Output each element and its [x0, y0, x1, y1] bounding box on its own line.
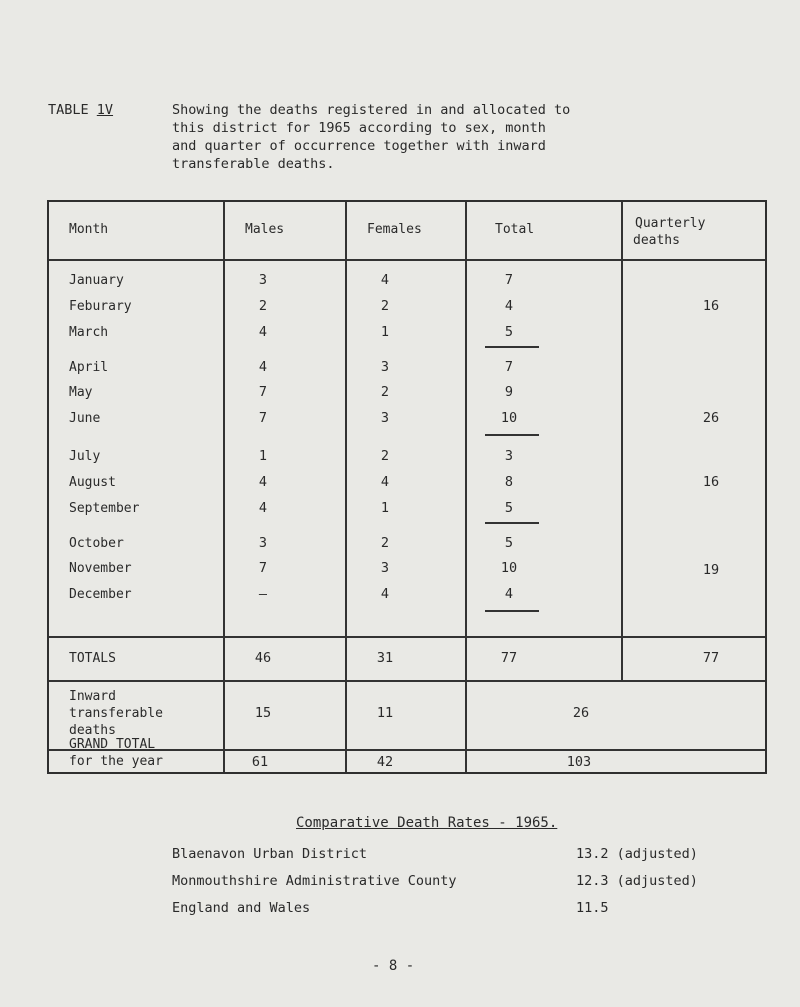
- males-value: 7: [258, 410, 268, 426]
- total-value: 4: [504, 298, 514, 314]
- description-line: and quarter of occurrence together with inward: [172, 138, 546, 154]
- females-value: 3: [380, 560, 390, 576]
- grand-total-label: [69, 736, 163, 770]
- total-value: 8: [504, 474, 514, 490]
- row-divider: [49, 680, 765, 682]
- quarter-subtotal-rule: [485, 346, 539, 348]
- header-quarterly-line: Quarterly: [635, 216, 706, 231]
- grand-total-label-line: GRAND TOTAL: [69, 737, 156, 752]
- females-value: 4: [380, 474, 390, 490]
- inward-total: 26: [572, 705, 590, 721]
- page-number: - 8 -: [372, 958, 415, 974]
- grand-females: 42: [376, 754, 394, 770]
- total-value: 9: [504, 384, 514, 400]
- comparative-area: England and Wales: [172, 900, 311, 916]
- females-value: 1: [380, 324, 390, 340]
- total-value: 3: [504, 448, 514, 464]
- comparative-rate: 11.5: [576, 900, 609, 916]
- header-quarterly-line: deaths: [633, 233, 680, 248]
- males-value: 3: [258, 535, 268, 551]
- comparative-area: Blaenavon Urban District: [172, 846, 368, 862]
- description-line: Showing the deaths registered in and allocated to: [172, 102, 571, 118]
- inward-label: [69, 688, 163, 739]
- grand-males: 61: [251, 754, 269, 770]
- total-value: 5: [504, 324, 514, 340]
- month-label: July: [69, 449, 101, 464]
- comparative-title-text: Comparative Death Rates - 1965.: [296, 815, 558, 831]
- column-divider: [465, 202, 467, 772]
- header-month: Month: [69, 222, 109, 237]
- month-label: December: [69, 587, 132, 602]
- total-value: 4: [504, 586, 514, 602]
- males-value: –: [258, 586, 268, 602]
- females-value: 3: [380, 410, 390, 426]
- females-value: 4: [380, 586, 390, 602]
- totals-label: TOTALS: [69, 651, 116, 666]
- comparative-rate: 13.2 (adjusted): [576, 846, 698, 862]
- males-value: 7: [258, 560, 268, 576]
- total-value: 5: [504, 500, 514, 516]
- males-value: 4: [258, 324, 268, 340]
- row-divider: [49, 636, 765, 638]
- males-value: 4: [258, 474, 268, 490]
- total-value: 7: [504, 272, 514, 288]
- quarterly-value: 26: [702, 410, 720, 426]
- header-females: Females: [367, 222, 422, 237]
- totals-quarterly: 77: [702, 650, 720, 666]
- month-label: August: [69, 475, 116, 490]
- males-value: 2: [258, 298, 268, 314]
- description-line: this district for 1965 according to sex, month: [172, 120, 546, 136]
- males-value: 7: [258, 384, 268, 400]
- inward-males: 15: [254, 705, 272, 721]
- month-label: March: [69, 325, 109, 340]
- totals-males: 46: [254, 650, 272, 666]
- row-divider: [49, 259, 765, 261]
- totals-females: 31: [376, 650, 394, 666]
- table-label: [48, 101, 113, 119]
- month-label: April: [69, 360, 109, 375]
- quarterly-value: 19: [702, 562, 720, 578]
- table-label-text: TABLE: [48, 102, 89, 118]
- month-label: November: [69, 561, 132, 576]
- deaths-table: [47, 200, 767, 774]
- month-label: October: [69, 536, 124, 551]
- females-value: 2: [380, 298, 390, 314]
- month-label: Feburary: [69, 299, 132, 314]
- females-value: 2: [380, 448, 390, 464]
- total-value: 10: [500, 410, 518, 426]
- females-value: 3: [380, 359, 390, 375]
- females-value: 4: [380, 272, 390, 288]
- comparative-rate: 12.3 (adjusted): [576, 873, 698, 889]
- grand-total-label-line: for the year: [69, 754, 163, 769]
- table-number: 1V: [96, 102, 114, 118]
- quarter-subtotal-rule: [485, 610, 539, 612]
- inward-label-line: Inward: [69, 689, 116, 704]
- inward-label-line: transferable: [69, 706, 163, 721]
- males-value: 1: [258, 448, 268, 464]
- grand-total: 103: [566, 754, 592, 770]
- quarter-subtotal-rule: [485, 434, 539, 436]
- females-value: 2: [380, 535, 390, 551]
- month-label: January: [69, 273, 124, 288]
- quarterly-value: 16: [702, 474, 720, 490]
- total-value: 7: [504, 359, 514, 375]
- month-label: June: [69, 411, 101, 426]
- comparative-area: Monmouthshire Administrative County: [172, 873, 457, 889]
- header-total: Total: [495, 222, 535, 237]
- header-quarterly: [635, 215, 705, 249]
- total-value: 5: [504, 535, 514, 551]
- table-description: [172, 101, 692, 173]
- description-line: transferable deaths.: [172, 156, 335, 172]
- quarter-subtotal-rule: [485, 522, 539, 524]
- totals-total: 77: [500, 650, 518, 666]
- males-value: 3: [258, 272, 268, 288]
- month-label: September: [69, 501, 140, 516]
- month-label: May: [69, 385, 93, 400]
- males-value: 4: [258, 359, 268, 375]
- column-divider: [345, 202, 347, 772]
- inward-label-line: deaths: [69, 723, 116, 738]
- females-value: 1: [380, 500, 390, 516]
- header-males: Males: [245, 222, 285, 237]
- comparative-title: [296, 815, 557, 831]
- quarterly-value: 16: [702, 298, 720, 314]
- inward-females: 11: [376, 705, 394, 721]
- column-divider: [223, 202, 225, 680]
- males-value: 4: [258, 500, 268, 516]
- total-value: 10: [500, 560, 518, 576]
- column-divider: [223, 680, 225, 772]
- females-value: 2: [380, 384, 390, 400]
- column-divider: [621, 202, 623, 680]
